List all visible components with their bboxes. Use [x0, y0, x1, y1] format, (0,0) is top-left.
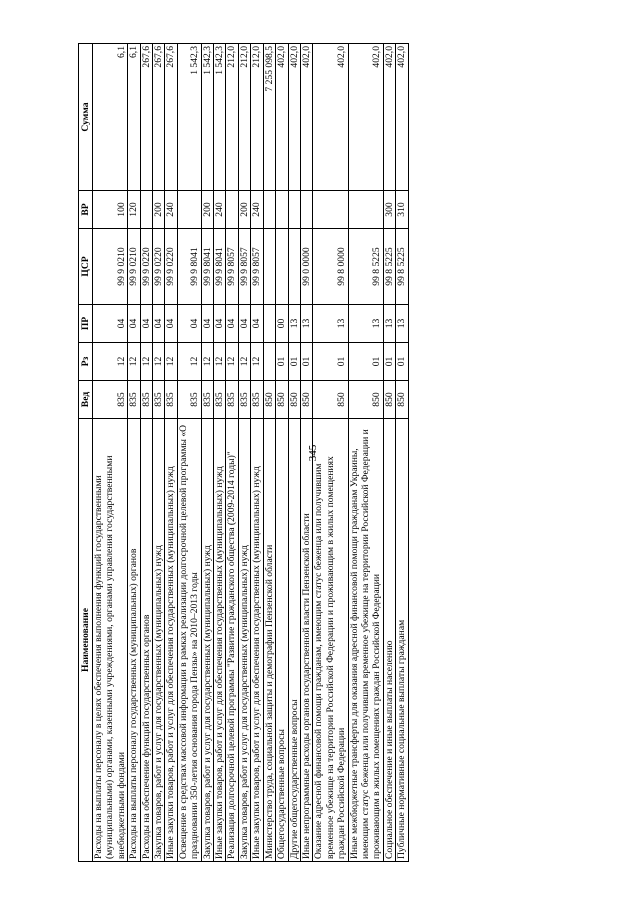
row-name: Публичные нормативные социальные выплаты гражданам	[396, 419, 408, 862]
row-ved: 850	[383, 381, 395, 419]
row-sum: 402,0	[396, 44, 408, 191]
row-ved: 835	[238, 381, 250, 419]
table-row	[300, 44, 312, 862]
row-vr: 310	[396, 191, 408, 229]
row-rz: 01	[383, 343, 395, 381]
table-row	[153, 44, 165, 862]
table-row	[128, 44, 140, 862]
row-ved: 850	[300, 381, 312, 419]
table-row	[165, 44, 177, 862]
row-name: Освещение в средствах массовой информации в рамках реализации долгосрочной целевой программы «О праздновании 350-летия основания города Пензы» на 2010–2013 годы	[177, 419, 201, 862]
table-row	[177, 44, 201, 862]
table-row	[226, 44, 238, 862]
row-sum: 7 255 098,5	[263, 44, 275, 191]
row-name: Закупка товаров, работ и услуг для государственных (муниципальных) нужд	[201, 419, 213, 862]
row-name: Иные закупки товаров, работ и услуг для обеспечения государственных (муниципальных) нужд	[251, 419, 263, 862]
row-pr: 04	[238, 305, 250, 343]
row-ved: 835	[165, 381, 177, 419]
row-sum: 1 542,3	[201, 44, 213, 191]
table-row	[396, 44, 408, 862]
row-ved: 835	[177, 381, 201, 419]
row-csr	[288, 229, 300, 305]
row-pr: 04	[226, 305, 238, 343]
header-rz: Рз	[79, 343, 93, 381]
row-csr: 99 9 8057	[251, 229, 263, 305]
row-rz: 01	[276, 343, 288, 381]
table-header-row	[79, 44, 93, 862]
row-csr	[263, 229, 275, 305]
row-csr: 99 8 5225	[383, 229, 395, 305]
row-ved: 850	[348, 381, 383, 419]
table-row	[288, 44, 300, 862]
row-csr: 99 9 8041	[177, 229, 201, 305]
row-vr: 200	[201, 191, 213, 229]
row-csr: 99 9 0220	[165, 229, 177, 305]
row-vr	[263, 191, 275, 229]
row-csr: 99 9 0210	[93, 229, 128, 305]
row-name: Закупка товаров, работ и услуг для государственных (муниципальных) нужд	[238, 419, 250, 862]
row-rz: 01	[288, 343, 300, 381]
row-rz: 12	[165, 343, 177, 381]
row-rz: 12	[128, 343, 140, 381]
row-vr: 240	[251, 191, 263, 229]
row-rz: 12	[238, 343, 250, 381]
row-pr: 13	[383, 305, 395, 343]
row-csr: 99 9 0220	[140, 229, 152, 305]
row-pr: 13	[288, 305, 300, 343]
row-name: Иные непрограммные расходы органов государственной власти Пензенской области	[300, 419, 312, 862]
row-csr: 99 9 8057	[226, 229, 238, 305]
row-rz: 12	[93, 343, 128, 381]
row-pr: 04	[201, 305, 213, 343]
row-sum: 402,0	[276, 44, 288, 191]
row-rz: 01	[313, 343, 348, 381]
row-name: Закупка товаров, работ и услуг для государственных (муниципальных) нужд	[153, 419, 165, 862]
row-csr: 99 9 8057	[238, 229, 250, 305]
row-ved: 835	[140, 381, 152, 419]
row-rz: 12	[251, 343, 263, 381]
row-pr: 04	[140, 305, 152, 343]
page-number: 345	[307, 444, 319, 462]
row-sum: 6,1	[93, 44, 128, 191]
row-vr: 300	[383, 191, 395, 229]
row-pr: 00	[276, 305, 288, 343]
row-ved: 835	[128, 381, 140, 419]
row-pr: 13	[313, 305, 348, 343]
row-vr	[288, 191, 300, 229]
table-row	[251, 44, 263, 862]
table-row	[383, 44, 395, 862]
row-name: Общегосударственные вопросы	[276, 419, 288, 862]
row-rz: 12	[140, 343, 152, 381]
row-ved: 835	[201, 381, 213, 419]
row-rz	[263, 343, 275, 381]
row-sum: 267,6	[165, 44, 177, 191]
header-vr: ВР	[79, 191, 93, 229]
row-vr	[226, 191, 238, 229]
row-sum: 267,6	[153, 44, 165, 191]
row-ved: 835	[226, 381, 238, 419]
table-row	[140, 44, 152, 862]
row-csr: 99 9 0210	[128, 229, 140, 305]
row-csr: 99 0 0000	[300, 229, 312, 305]
row-vr: 240	[165, 191, 177, 229]
row-ved: 850	[313, 381, 348, 419]
row-name: Расходы на выплаты персоналу в целях обеспечения выполнения функций государственными (муниципальными) органами, казенными учреждениями, органами управления государственными внебюджетными фондами	[93, 419, 128, 862]
row-rz: 12	[214, 343, 226, 381]
row-sum: 402,0	[383, 44, 395, 191]
row-name: Иные закупки товаров, работ и услуг для обеспечения государственных (муниципальных) нужд	[165, 419, 177, 862]
row-pr: 04	[153, 305, 165, 343]
row-sum: 212,0	[226, 44, 238, 191]
row-pr: 04	[177, 305, 201, 343]
row-name: Другие общегосударственные вопросы	[288, 419, 300, 862]
row-sum: 402,0	[348, 44, 383, 191]
row-name: Расходы на выплаты персоналу государственных (муниципальных) органов	[128, 419, 140, 862]
row-ved: 850	[263, 381, 275, 419]
row-vr: 200	[153, 191, 165, 229]
header-sum: Сумма	[79, 44, 93, 191]
row-sum: 212,0	[251, 44, 263, 191]
table-row	[93, 44, 128, 862]
row-vr	[348, 191, 383, 229]
row-ved: 835	[93, 381, 128, 419]
row-vr	[276, 191, 288, 229]
row-ved: 835	[214, 381, 226, 419]
row-pr: 04	[251, 305, 263, 343]
row-csr: 99 9 8041	[214, 229, 226, 305]
row-pr: 04	[93, 305, 128, 343]
row-vr: 100	[93, 191, 128, 229]
row-csr: 99 8 5225	[348, 229, 383, 305]
row-vr	[300, 191, 312, 229]
header-pr: ПР	[79, 305, 93, 343]
row-name: Социальное обеспечение и иные выплаты населению	[383, 419, 395, 862]
row-sum: 402,0	[313, 44, 348, 191]
row-pr: 13	[348, 305, 383, 343]
budget-table	[78, 43, 409, 862]
row-csr: 99 8 0000	[313, 229, 348, 305]
row-rz: 12	[177, 343, 201, 381]
row-vr	[177, 191, 201, 229]
row-pr: 04	[128, 305, 140, 343]
row-sum: 402,0	[300, 44, 312, 191]
row-name: Оказание адресной финансовой помощи гражданам, имеющим статус беженца или получившим временное убежище на территории Российской Федерации и проживающим в жилых помещениях граждан Российской Федерации	[313, 419, 348, 862]
row-pr	[263, 305, 275, 343]
row-rz: 12	[226, 343, 238, 381]
row-pr: 04	[214, 305, 226, 343]
row-ved: 835	[153, 381, 165, 419]
table-row	[238, 44, 250, 862]
row-name: Расходы на обеспечение функций государственных органов	[140, 419, 152, 862]
row-rz: 01	[396, 343, 408, 381]
row-csr: 99 8 5225	[396, 229, 408, 305]
header-name: Наименование	[79, 419, 93, 862]
row-rz: 12	[201, 343, 213, 381]
table-row	[263, 44, 275, 862]
row-name: Иные закупки товаров, работ и услуг для обеспечения государственных (муниципальных) нужд	[214, 419, 226, 862]
row-rz: 01	[348, 343, 383, 381]
row-vr: 200	[238, 191, 250, 229]
row-sum: 6,1	[128, 44, 140, 191]
row-sum: 212,0	[238, 44, 250, 191]
table-row	[313, 44, 348, 862]
row-pr: 13	[300, 305, 312, 343]
row-name: Иные межбюджетные трансферты для оказания адресной финансовой помощи гражданам Украины, имеющим статус беженца или получившим временное убежище на территории Российской Федерации и проживающим в жилых помещениях граждан Российской Федерации	[348, 419, 383, 862]
row-vr: 240	[214, 191, 226, 229]
row-ved: 850	[288, 381, 300, 419]
row-ved: 850	[276, 381, 288, 419]
table-row	[276, 44, 288, 862]
row-pr: 13	[396, 305, 408, 343]
row-name: Министерство труда, социальной защиты и демографии Пензенской области	[263, 419, 275, 862]
row-sum: 1 542,3	[214, 44, 226, 191]
row-vr: 120	[128, 191, 140, 229]
row-sum: 402,0	[288, 44, 300, 191]
table-row	[214, 44, 226, 862]
row-rz: 01	[300, 343, 312, 381]
header-ved: Вед	[79, 381, 93, 419]
row-pr: 04	[165, 305, 177, 343]
table-row	[348, 44, 383, 862]
row-name: Реализация долгосрочной целевой программы "Развитие гражданского общества (2009-2014 годы)"	[226, 419, 238, 862]
row-ved: 835	[251, 381, 263, 419]
row-vr	[140, 191, 152, 229]
row-rz: 12	[153, 343, 165, 381]
row-csr: 99 9 8041	[201, 229, 213, 305]
row-ved: 850	[396, 381, 408, 419]
row-sum: 267,6	[140, 44, 152, 191]
row-sum: 1 542,3	[177, 44, 201, 191]
row-vr	[313, 191, 348, 229]
row-csr: 99 9 0220	[153, 229, 165, 305]
table-row	[201, 44, 213, 862]
header-csr: ЦСР	[79, 229, 93, 305]
rotated-page-content	[78, 44, 409, 862]
row-csr	[276, 229, 288, 305]
